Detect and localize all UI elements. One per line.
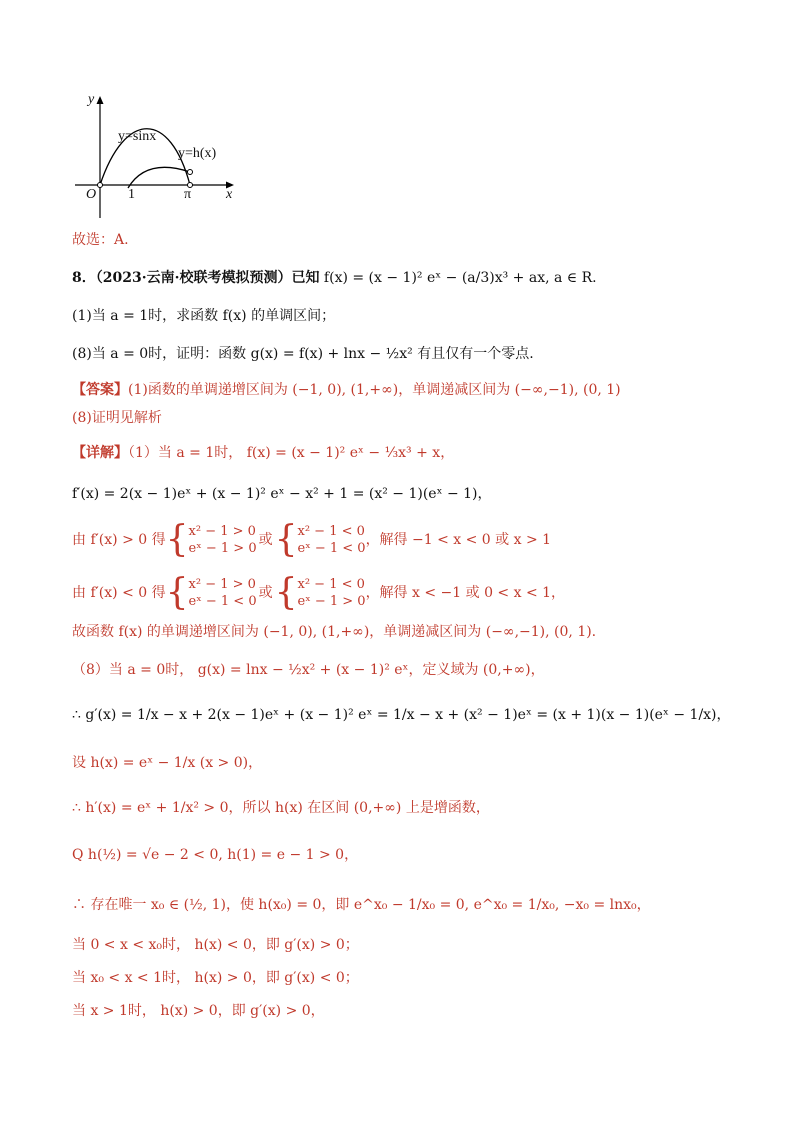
sys-row: x² − 1 > 0 xyxy=(188,524,256,539)
tick-pi-label: π xyxy=(184,187,192,202)
detail-line-7: ∴ g′(x) = 1/x − x + 2(x − 1)eˣ + (x − 1)² eˣ = 1/x − x + (x² − 1)eˣ = (x + 1)(x − 1)(eˣ − 1/x)， xyxy=(72,707,731,723)
detail-line-5: 故函数 f(x) 的单调递增区间为 (−1, 0), (1,+∞)，单调递减区间为 (−∞,−1), (0, 1). xyxy=(72,624,597,640)
answer-tag: 【答案】 xyxy=(72,382,128,398)
detail-line-8: 设 h(x) = eˣ − 1/x (x > 0)， xyxy=(72,755,263,771)
q8-formula: f(x) = (x − 1)² eˣ − (a/3)x³ + ax, a ∈ R. xyxy=(323,270,597,286)
l3-lead: 由 f′(x) > 0 得 xyxy=(72,532,166,548)
tick-1-label: 1 xyxy=(128,187,135,202)
sys-row: eˣ − 1 > 0 xyxy=(188,541,257,556)
origin-label: O xyxy=(86,187,97,202)
sys-row: x² − 1 < 0 xyxy=(297,577,365,592)
sys-row: eˣ − 1 < 0 xyxy=(297,541,366,556)
detail-line-3 xyxy=(72,520,551,560)
y-axis-label: y xyxy=(88,92,95,107)
detail-line-14: 当 x > 1时， h(x) > 0，即 g′(x) > 0， xyxy=(72,1003,325,1019)
l4-lead: 由 f′(x) < 0 得 xyxy=(72,585,166,601)
detail-tag: 【详解】 xyxy=(72,445,128,461)
h-end-open-dot xyxy=(188,170,193,175)
sys-row: eˣ − 1 < 0 xyxy=(188,594,257,609)
detail-line-6: （8）当 a = 0时， g(x) = lnx − ½x² + (x − 1)² eˣ，定义域为 (0,+∞)， xyxy=(72,662,545,678)
y-axis-arrow-icon xyxy=(97,96,104,104)
detail-line-2: f′(x) = 2(x − 1)eˣ + (x − 1)² eˣ − x² + 1 = (x² − 1)(eˣ − 1)， xyxy=(72,486,492,502)
choose-answer: 故选：A. xyxy=(72,232,129,248)
origin-open-dot xyxy=(98,183,103,188)
l4-or: 或 xyxy=(258,585,273,601)
detail-line-9: ∴ h′(x) = eˣ + 1/x² > 0，所以 h(x) 在区间 (0,+∞) 上是增函数， xyxy=(72,800,490,816)
q8-stem xyxy=(72,268,597,288)
l3-or: 或 xyxy=(258,532,273,548)
l3-system-2 xyxy=(274,519,366,560)
q8-part1: (1)当 a = 1时，求函数 f(x) 的单调区间； xyxy=(72,308,336,324)
x-axis-label: x xyxy=(226,187,233,202)
l3-system-1 xyxy=(165,519,257,560)
brace-icon: { xyxy=(274,519,298,560)
answer-line-2: (8)证明见解析 xyxy=(72,410,162,426)
brace-icon: { xyxy=(165,572,189,613)
l3-tail: ，解得 −1 < x < 0 或 x > 1 xyxy=(365,532,552,548)
h-label: y=h(x) xyxy=(178,146,217,161)
q8-part2: (8)当 a = 0时，证明：函数 g(x) = f(x) + lnx − ½x² 有且仅有一个零点. xyxy=(72,346,534,362)
brace-icon: { xyxy=(165,519,189,560)
sys-row: eˣ − 1 > 0 xyxy=(297,594,366,609)
sin-label: y=sinx xyxy=(118,129,157,144)
detail-line-13: 当 x₀ < x < 1时， h(x) > 0，即 g′(x) < 0； xyxy=(72,970,359,986)
sys-row: x² − 1 > 0 xyxy=(188,577,256,592)
sys-row: x² − 1 < 0 xyxy=(297,524,365,539)
function-graph-figure xyxy=(70,88,240,223)
detail-line-4 xyxy=(72,573,565,613)
answer-part1: (1)函数的单调递增区间为 (−1, 0), (1,+∞)，单调递减区间为 (−∞,−1), (0, 1) xyxy=(128,382,621,398)
detail-line-1 xyxy=(72,443,454,463)
l4-system-2 xyxy=(274,572,366,613)
detail-line-12: 当 0 < x < x₀时， h(x) < 0，即 g′(x) > 0； xyxy=(72,937,359,953)
brace-icon: { xyxy=(274,572,298,613)
q8-head: 8．（2023·云南·校联考模拟预测）已知 xyxy=(72,270,320,286)
detail-part1-start: （1）当 a = 1时， f(x) = (x − 1)² eˣ − ⅓x³ + x， xyxy=(128,445,455,461)
answer-line-1 xyxy=(72,380,621,400)
l4-system-1 xyxy=(165,572,257,613)
detail-line-11: ∴ 存在唯一 x₀ ∈ (½, 1)，使 h(x₀) = 0，即 e^x₀ − 1/x₀ = 0, e^x₀ = 1/x₀, −x₀ = lnx₀， xyxy=(72,897,651,913)
detail-line-10: Q h(½) = √e − 2 < 0, h(1) = e − 1 > 0， xyxy=(72,847,359,863)
l4-tail: ，解得 x < −1 或 0 < x < 1， xyxy=(365,585,566,601)
